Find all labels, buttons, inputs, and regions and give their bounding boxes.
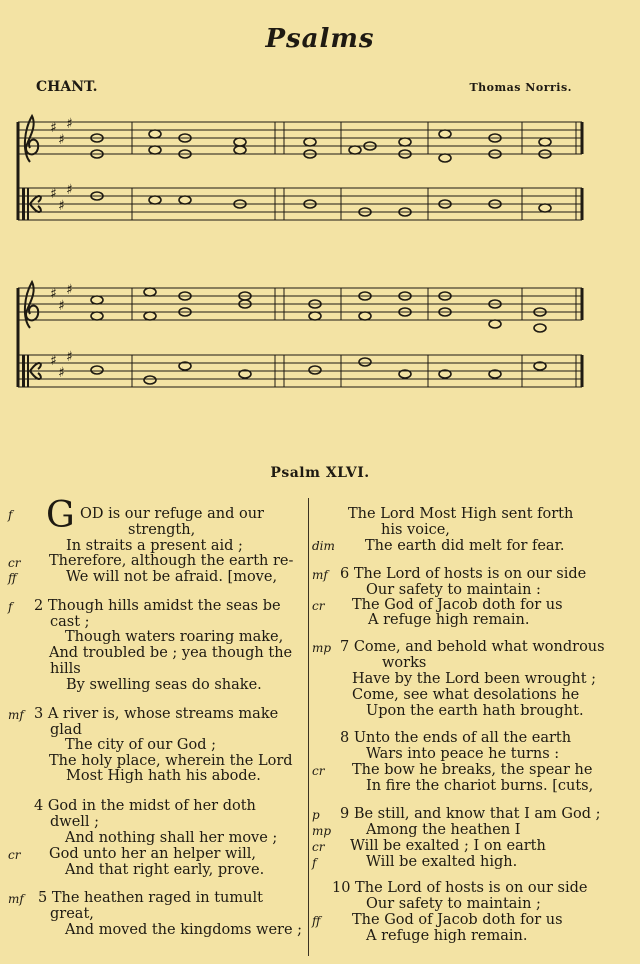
verse-line: The bow he breaks, the spear he [352,762,593,778]
sharp-icon: ♯ [66,116,73,132]
drop-cap: G [46,495,75,536]
sharp-icon: ♯ [66,282,73,298]
verse-line: And that right early, prove. [65,862,265,878]
dynamic-mark: p [312,808,320,822]
verse-line: works [382,655,427,671]
verse-line: 5 The heathen raged in tumult [38,890,263,906]
note-head [534,324,546,332]
note-head [149,130,161,138]
verse-line: Upon the earth hath brought. [366,703,584,719]
note-head [359,312,371,320]
verse-line: cast ; [50,614,90,630]
dynamic-mark: cr [8,556,21,570]
sharp-icon: ♯ [50,286,57,302]
verse-line: OD is our refuge and our [80,506,264,522]
verse-line: strength, [128,522,196,538]
verse-line: 3 A river is, whose streams make [34,706,279,722]
verse-line: Among the heathen I [366,822,521,838]
verse-line: In fire the chariot burns. [cuts, [366,778,594,794]
note-head [309,312,321,320]
note-head [399,138,411,146]
verse-line: And troubled be ; yea though the [49,645,293,661]
dynamic-mark: cr [312,599,325,613]
sharp-icon: ♯ [58,298,65,314]
verse-line: his voice, [381,522,450,538]
verse-line: And moved the kingdoms were ; [65,922,303,938]
verse-line: And nothing shall her move ; [65,830,278,846]
verse-line: 6 The Lord of hosts is on our side [340,566,587,582]
verse-line: The God of Jacob doth for us [352,597,563,613]
treble-clef-icon [25,282,38,328]
verse-line: A refuge high remain. [368,612,530,628]
note-head [439,154,451,162]
verse-line: 4 God in the midst of her doth [34,798,256,814]
verse-line: 10 The Lord of hosts is on our side [332,880,588,896]
dynamic-mark: cr [8,848,21,862]
sharp-icon: ♯ [66,182,73,198]
note-head [91,366,103,374]
note-head [234,146,246,154]
verse-line: By swelling seas do shake. [66,677,262,693]
sharp-icon: ♯ [50,353,57,369]
verse-line: 7 Come, and behold what wondrous [340,639,605,655]
note-head [304,138,316,146]
note-head [349,146,361,154]
note-head [439,130,451,138]
note-head [309,366,321,374]
note-head [359,358,371,366]
psalm-title: Psalm XLVI. [270,465,370,481]
chant-label: CHANT. [36,79,98,95]
verse-line: The God of Jacob doth for us [352,912,563,928]
verse-line: Have by the Lord been wrought ; [352,671,597,687]
note-head [144,312,156,320]
dynamic-mark: cr [312,764,325,778]
page-title: Psalms [265,24,375,54]
verse-line: Wars into peace he turns : [366,746,560,762]
verse-line: 2 Though hills amidst the seas be [34,598,281,614]
alto-clef-icon [22,188,25,220]
sharp-icon: ♯ [58,198,65,214]
verse-line: We will not be afraid. [move, [66,569,278,585]
dynamic-mark: f [8,508,13,522]
note-head [144,288,156,296]
verse-line: great, [50,906,94,922]
verse-line: Therefore, although the earth re- [49,553,294,569]
note-head [179,196,191,204]
verse-line: Most High hath his abode. [66,768,261,784]
dynamic-mark: f [312,856,317,870]
treble-clef-icon [25,116,38,162]
note-head [149,146,161,154]
alto-clef-icon [22,355,25,387]
verse-line: Come, see what desolations he [352,687,580,703]
verse-line: Though waters roaring make, [65,629,284,645]
dynamic-mark: mp [312,824,332,838]
note-head [539,204,551,212]
sharp-icon: ♯ [58,365,65,381]
dynamic-mark: mp [312,641,332,655]
note-head [234,138,246,146]
verse-line: glad [50,722,82,738]
note-head [144,376,156,384]
dynamic-mark: mf [8,708,24,722]
verse-line: dwell ; [50,814,100,830]
note-head [539,138,551,146]
dynamic-mark: ff [312,914,321,928]
verse-line: Our safety to maintain : [366,582,541,598]
verse-line: The holy place, wherein the Lord [49,753,293,769]
dynamic-mark: ff [8,571,17,585]
verse-line: Will be exalted high. [366,854,518,870]
verse-line: Our safety to maintain ; [366,896,541,912]
verse-line: The city of our God ; [65,737,216,753]
note-head [149,196,161,204]
dynamic-mark: cr [312,840,325,854]
verse-line: The earth did melt for fear. [365,538,565,554]
verse-line: 8 Unto the ends of all the earth [340,730,572,746]
music-score [0,0,640,420]
column-divider [308,498,309,956]
sharp-icon: ♯ [50,186,57,202]
composer-name: Thomas Norris. [469,81,572,94]
verse-line: God unto her an helper will, [49,846,256,862]
sharp-icon: ♯ [50,120,57,136]
dynamic-mark: dim [312,539,335,553]
dynamic-mark: f [8,600,13,614]
verse-line: The Lord Most High sent forth [348,506,574,522]
note-head [91,312,103,320]
dynamic-mark: mf [312,568,328,582]
note-head [489,320,501,328]
dynamic-mark: mf [8,892,24,906]
verse-line: hills [50,661,81,677]
verse-line: 9 Be still, and know that I am God ; [340,806,601,822]
note-head [91,296,103,304]
verse-line: In straits a present aid ; [66,538,243,554]
verse-line: A refuge high remain. [366,928,528,944]
verse-line: Will be exalted ; I on earth [350,838,546,854]
sharp-icon: ♯ [58,132,65,148]
sharp-icon: ♯ [66,349,73,365]
